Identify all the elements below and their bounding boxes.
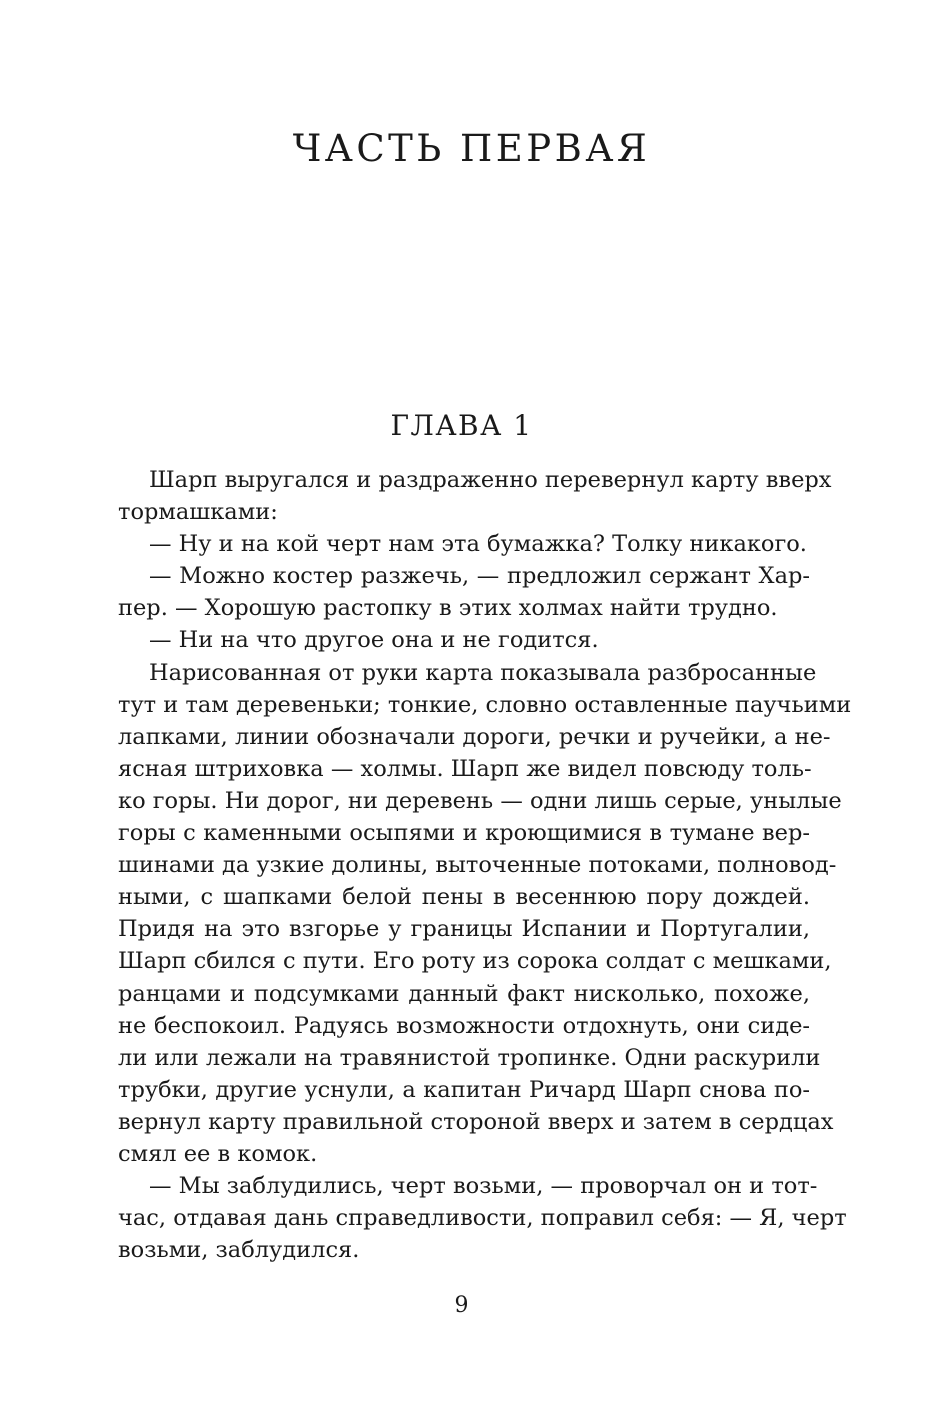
- text-line: ранцами и подсумками данный факт нисколько, похоже,: [118, 980, 810, 1007]
- text-line: Придя на это взгорье у границы Испании и Португалии,: [118, 916, 810, 943]
- text-line: тут и там деревеньки; тонкие, словно оставленные паучьими: [118, 691, 852, 718]
- text-line: тормашками:: [118, 499, 278, 526]
- text-line: не беспокоил. Радуясь возможности отдохнуть, они сиде-: [118, 1012, 810, 1039]
- text-line: ясная штриховка — холмы. Шарп же видел повсюду толь-: [118, 755, 812, 782]
- text-line: Шарп выругался и раздраженно перевернул карту вверх: [149, 467, 832, 493]
- text-line: — Можно костер разжечь, — предложил сержант Хар-: [149, 563, 810, 590]
- text-line: ко горы. Ни дорог, ни деревень — одни лишь серые, унылые: [118, 787, 842, 814]
- text-line: ными, с шапками белой пены в весеннюю пору дождей.: [118, 884, 810, 911]
- body-text: [118, 464, 852, 1266]
- text-line: шинами да узкие долины, выточенные потоками, полновод-: [118, 852, 837, 879]
- text-line: пер. — Хорошую растопку в этих холмах найти трудно.: [118, 595, 778, 622]
- chapter-title: ГЛАВА 1: [390, 409, 533, 442]
- text-line: ли или лежали на травянистой тропинке. Одни раскурили: [118, 1044, 821, 1071]
- page-number: 9: [454, 1293, 469, 1318]
- text-line: — Мы заблудились, черт возьми, — проворчал он и тот-: [149, 1173, 818, 1200]
- text-line: лапками, линии обозначали дороги, речки и ручейки, а не-: [118, 723, 831, 750]
- text-line: возьми, заблудился.: [118, 1237, 360, 1264]
- text-line: смял ее в комок.: [118, 1140, 318, 1167]
- text-line: Нарисованная от руки карта показывала разбросанные: [149, 659, 817, 686]
- text-line: Шарп сбился с пути. Его роту из сорока солдат с мешками,: [118, 948, 832, 975]
- text-line: — Ни на что другое она и не годится.: [149, 627, 599, 654]
- part-title: ЧАСТЬ ПЕРВАЯ: [292, 127, 651, 170]
- text-line: трубки, другие уснули, а капитан Ричард Шарп снова по-: [118, 1076, 810, 1103]
- text-line: вернул карту правильной стороной вверх и затем в сердцах: [118, 1108, 834, 1135]
- text-line: — Ну и на кой черт нам эта бумажка? Толку никакого.: [149, 531, 807, 558]
- text-line: час, отдавая дань справедливости, поправил себя: — Я, черт: [118, 1205, 847, 1232]
- text-line: горы с каменными осыпями и кроющимися в тумане вер-: [118, 820, 810, 847]
